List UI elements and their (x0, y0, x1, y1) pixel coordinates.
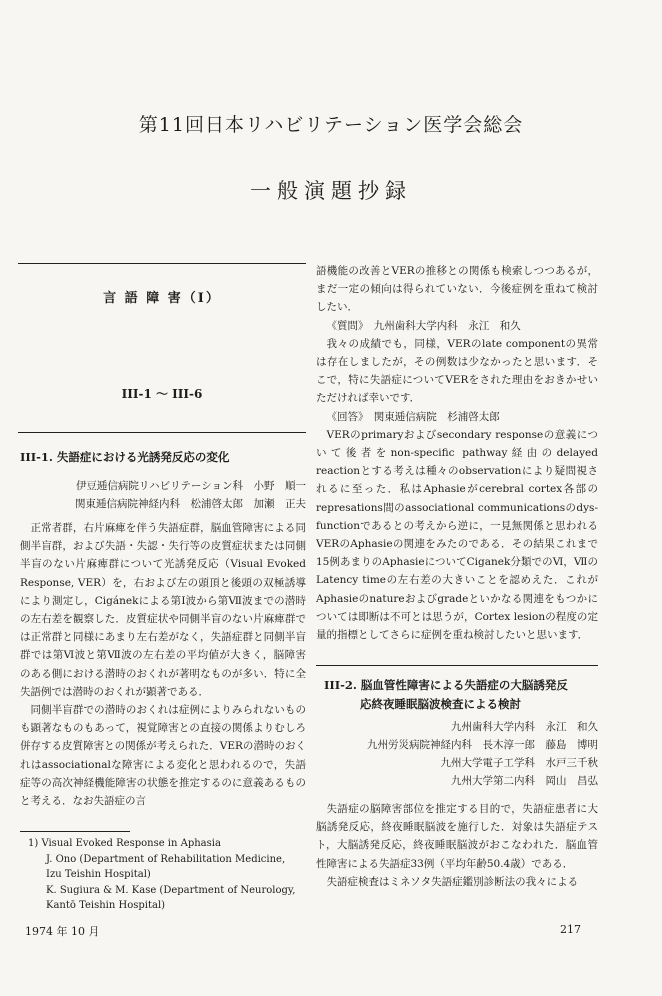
abstract-2-affiliation-2: 九州労災病院神経内科 長木淳一郎 藤島 博明 (367, 739, 598, 751)
answer-text: VERのprimaryおよびsecondary responseの意義について後者をnon-specific pathway経由のdelayed reactionとする考えは種々のobservationにより疑問視されるに至った．私はAphasieがcerebral cortex各部のrepresations間のassociational communicationsのdys-functionであるとの考えから逆に，一見無関係と思われるVERのAphasieの関連をみたのである．その結果これまで15例あまりのAphasieについてCiganek分類でのⅥ，ⅦのLatency timeの左右差の大きいことを認めえた．これがAphasieのnatureおよびgradeといかなる関連をもつかについては即断は不可とは思うが，Cortex lesionの程度の定量的指標としてさらに症例を重ね検討したいと思います． (316, 428, 598, 642)
abstract-2-heading-line-2: 応終夜睡眠脳波検査による検討 (360, 697, 521, 711)
page-subtitle: 一般演題抄録 (250, 179, 412, 203)
abstract-2-affiliation-4: 九州大学第二内科 岡山 昌弘 (451, 775, 598, 787)
abstract-2-body-2: 失語症検査はミネソタ失語症鑑別診断法の我々による (326, 875, 579, 888)
abstract-1-heading: III-1. 失語症における光誘発反応の変化 (20, 450, 230, 464)
abstract-2-affiliations (316, 718, 598, 790)
issue-date: 1974 年 10 月 (25, 925, 100, 938)
abstract-1-body-2: 同側半盲群での潜時のおくれは症例によりみられないものも顕著なものもあって，視覚障害との直接の関係よりむしろ併存する皮質障害との関係が考えられた．VERの潜時のおくれはassociationalな障害による変化と思われるので，失語症等の高次神経機能障害の状態を推定するのに意義あるものと考える．なお失語症の言 (20, 704, 306, 808)
conference-title: 第11回日本リハビリテーション医学会総会 (138, 114, 524, 136)
abstract-1 (20, 448, 306, 810)
abstract-1-affiliation-2: 関東逓信病院神経内科 松浦啓太郎 加瀬 正夫 (75, 498, 306, 510)
abstract-2-affiliation-1: 九州歯科大学内科 永江 和久 (451, 721, 598, 733)
page-number: 217 (560, 923, 581, 936)
abstract-2-body (316, 800, 598, 891)
abstract-range: III-1 ～ III-6 (121, 387, 203, 401)
abstract-2 (324, 676, 598, 714)
section-title: 言 語 障 害（Ⅰ） (103, 291, 221, 306)
question-text: 我々の成績でも，同様，VERのlate componentの異常は存在しましたが，その例数は少なかったと思います．そこで，特に失語症についてVERをされた理由をおきかせいただければ幸いです． (316, 337, 598, 405)
footnote (28, 836, 298, 914)
question-label: 《質問》 九州歯科大学内科 永江 和久 (326, 319, 521, 332)
abstract-2-body-1: 失語症の脳障害部位を推定する目的で，失語症患者に大脳誘発反応，終夜睡眠脳波を施行した．対象は失語症テスト，大脳誘発反応，終夜睡眠脳波がおこなわれた．脳血管性障害による失語症33例（平均年齢50.4歳）である． (316, 803, 598, 870)
footnote-title: 1) Visual Evoked Response in Aphasia (28, 838, 221, 849)
abstract-1-affiliation-1: 伊豆逓信病院リハビリテーション科 小野 順一 (75, 480, 306, 492)
abstract-1-body-continued: 語機能の改善とVERの推移との関係も検索しつつあるが，まだ一定の傾向は得られていない．今後症例を重ねて検討したい． (316, 265, 598, 314)
footnote-author-1: J. Ono (Department of Rehabilitation Medicine, Izu Teishin Hospital) (46, 853, 286, 880)
right-column (316, 262, 598, 644)
footnote-rule (20, 831, 130, 832)
abstract-2-affiliation-3: 九州大学電子工学科 水戸三千秋 (440, 757, 598, 769)
left-top-rule (18, 263, 306, 264)
footnote-author-2: K. Sugiura & M. Kase (Department of Neurology, Kantō Teishin Hospital) (46, 884, 296, 911)
abstract-2-heading-line-1: III-2. 脳血管性障害による失語症の大脳誘発反 (324, 678, 568, 692)
answer-label: 《回答》 関東逓信病院 杉浦啓太郎 (326, 410, 500, 423)
right-mid-rule (316, 665, 598, 666)
abstract-1-body-1: 正常者群，右片麻痺を伴う失語症群，脳血管障害による同側半盲群，および失語・失認・失行等の皮質症状または同側半盲のない片麻痺群について光誘発反応（Visual Evoked Response, VER）を，右および左の頭頂と後頭の双極誘導により測定し，Cigánekによる第Ⅰ波から第Ⅶ波までの潜時の左右差を観察した．皮質症状や同側半盲のない片麻痺群では正常群と同様にあまり左右差がなく，失語症群と同側半盲群では第Ⅵ波と第Ⅶ波の左右差の平均値が大きく，脳障害のある側における潜時のおくれが著明なものが多い．特に全失語例では潜時のおくれが顕著である． (20, 522, 306, 698)
left-mid-rule (18, 432, 306, 433)
